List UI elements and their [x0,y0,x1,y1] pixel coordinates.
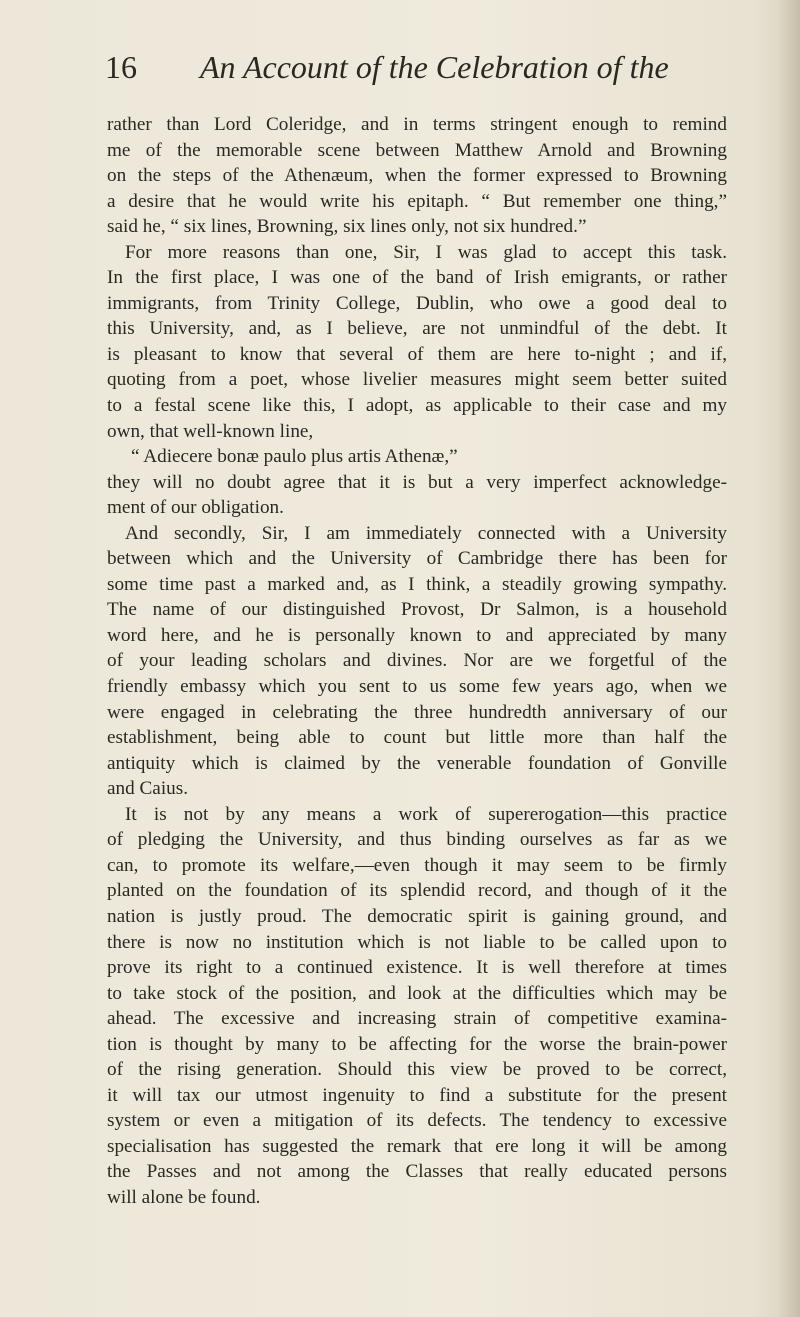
text-line: it will tax our utmost ingenuity to find a substitute for the present [107,1084,727,1106]
text-line: of pledging the University, and thus binding ourselves as far as we [107,829,727,851]
text-line: tion is thought by many to be affecting for the worse the brain-power [107,1033,727,1055]
text-line: on the steps of the Athenæum, when the former expressed to Browning [107,165,727,187]
text-line: antiquity which is claimed by the venerable foundation of Gonville [107,752,727,774]
text-line: word here, and he is personally known to and appreciated by many [107,624,727,646]
text-line: The name of our distinguished Provost, Dr Salmon, is a household [107,599,727,621]
text-line: And secondly, Sir, I am immediately connected with a University [125,522,727,544]
page-number: 16 [105,49,137,85]
text-line: rather than Lord Coleridge, and in terms stringent enough to remind [107,114,727,135]
text-line: of the rising generation. Should this view be proved to be correct, [107,1059,727,1081]
text-line: prove its right to a continued existence. It is well therefore at times [107,957,727,979]
text-line: of your leading scholars and divines. Nor are we forgetful of the [107,650,727,672]
text-line: ment of our obligation. [107,497,284,519]
text-line: a desire that he would write his epitaph. “ But remember one thing,” [107,190,727,212]
text-line: immigrants, from Trinity College, Dublin, who owe a good deal to [107,292,727,314]
text-line: system or even a mitigation of its defects. The tendency to excessive [107,1110,727,1132]
text-line: is pleasant to know that several of them are here to-night ; and if, [107,343,727,365]
quotation-line: “ Adiecere bonæ paulo plus artis Athenæ,” [131,446,458,468]
text-line: nation is justly proud. The democratic spirit is gaining ground, and [107,905,727,927]
text-line: this University, and, as I believe, are not unmindful of the debt. It [107,318,727,340]
text-line: said he, “ six lines, Browning, six lines only, not six hundred.” [107,216,587,238]
text-line: to a festal scene like this, I adopt, as applicable to their case and my [107,395,727,417]
text-line: planted on the foundation of its splendid record, and though of it the [107,880,727,902]
text-line: establishment, being able to count but little more than half the [107,727,727,749]
text-line: It is not by any means a work of supererogation—this practice [125,803,727,825]
text-line: can, to promote its welfare,—even though it may seem to be firmly [107,854,727,876]
text-line: own, that well-known line, [107,420,314,442]
text-line: to take stock of the position, and look at the difficulties which may be [107,982,727,1004]
body-text [107,112,727,1211]
page-header [105,44,725,90]
text-line: quoting from a poet, whose livelier measures might seem better suited [107,369,727,391]
text-line: there is now no institution which is not liable to be called upon to [107,931,727,953]
text-line: friendly embassy which you sent to us some few years ago, when we [107,676,727,698]
text-line: In the first place, I was one of the band of Irish emigrants, or rather [107,267,727,289]
text-line: will alone be found. [107,1186,261,1208]
text-line: some time past a marked and, as I think, a steadily growing sympathy. [107,573,727,595]
running-title: An Account of the Celebration of the [200,49,669,85]
text-line: and Caius. [107,778,189,800]
text-line: were engaged in celebrating the three hundredth anniversary of our [107,701,727,723]
text-line: For more reasons than one, Sir, I was glad to accept this task. [125,241,727,263]
text-line: ahead. The excessive and increasing strain of competitive examina- [107,1008,727,1030]
text-line: specialisation has suggested the remark that ere long it will be among [107,1135,727,1157]
text-line: they will no doubt agree that it is but a very imperfect acknowledge- [107,471,727,493]
text-line: the Passes and not among the Classes that really educated persons [107,1161,727,1183]
page-edge-shadow [778,0,800,1317]
text-line: between which and the University of Cambridge there has been for [107,548,727,570]
text-line: me of the memorable scene between Matthew Arnold and Browning [107,139,727,161]
